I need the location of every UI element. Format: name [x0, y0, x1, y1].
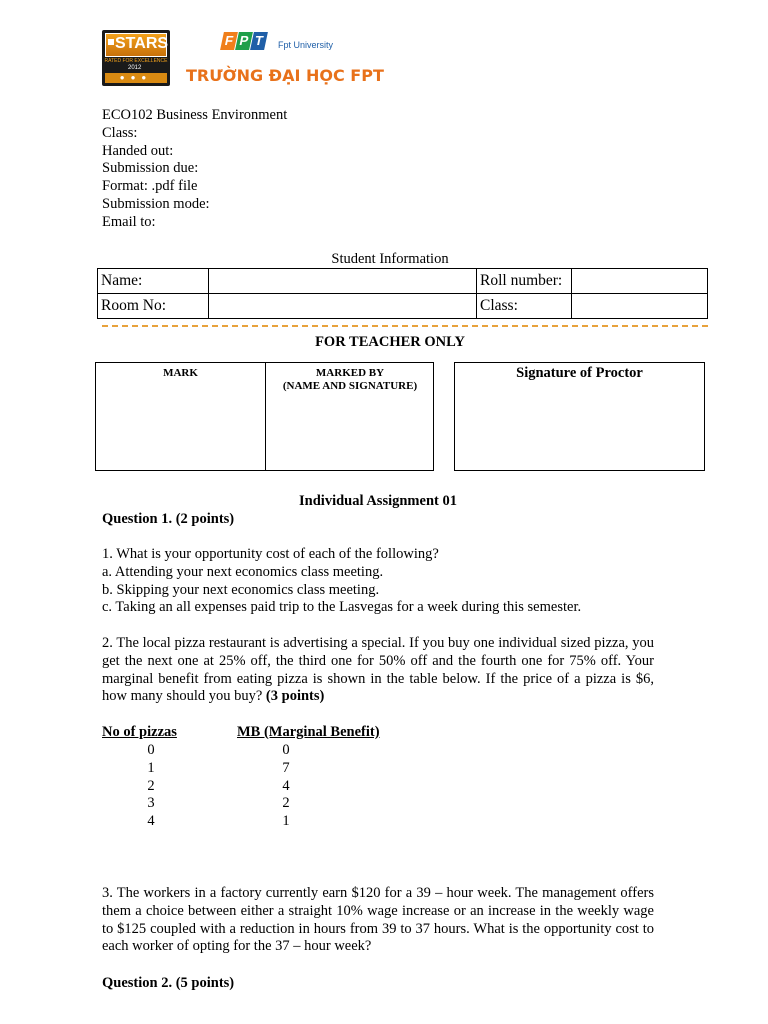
- mb-cell: 0: [282, 742, 290, 758]
- fpt-letter-p: P: [235, 32, 253, 50]
- format-line: Format: .pdf file: [102, 178, 198, 195]
- signature-label: Signature of Proctor: [516, 365, 643, 381]
- pizzas-column: [141, 742, 161, 831]
- q1-part-2-points: (3 points): [265, 688, 325, 705]
- marked-by-line2: (NAME AND SIGNATURE): [282, 380, 418, 392]
- class-field[interactable]: [572, 294, 708, 319]
- student-info-title: Student Information: [331, 251, 449, 267]
- fpt-logo: [222, 32, 267, 54]
- marked-by-line1: MARKED BY: [315, 367, 385, 379]
- question-1-part-2: [102, 635, 654, 706]
- email-line: Email to:: [102, 213, 156, 230]
- roll-number-label: Roll number:: [477, 269, 572, 294]
- mark-label: MARK: [163, 367, 198, 379]
- mb-cell: 4: [282, 777, 290, 794]
- pizzas-column-header: No of pizzas: [102, 724, 177, 740]
- mb-cell: 2: [282, 795, 290, 812]
- fpt-letter-f: F: [220, 32, 238, 50]
- question-1-part-1: [102, 546, 662, 617]
- course-info: [102, 107, 287, 232]
- name-label: Name:: [98, 269, 209, 294]
- pizzas-cell: 0: [147, 742, 155, 758]
- marked-by-label: [266, 367, 434, 393]
- assignment-title: Individual Assignment 01: [299, 493, 457, 509]
- room-field[interactable]: [209, 294, 477, 319]
- student-info-table: [97, 268, 708, 319]
- mb-cell: 7: [282, 759, 290, 776]
- class-label: Class:: [477, 294, 572, 319]
- q1-part-2-text: 2. The local pizza restaurant is advertising a special. If you buy one individual sized pizza, you get the next one at 25% off, the third one for 50% off and the fourth one for 75% off. Your marginal benefit from eating pizza is shown in the table below. If the price of a pizza is $6, how many should you buy?: [102, 635, 654, 705]
- stars-text: STARS: [115, 35, 169, 52]
- q1-line: 1. What is your opportunity cost of each of the following?: [102, 546, 439, 562]
- pizzas-cell: 2: [147, 777, 155, 794]
- mb-cell: 1: [282, 813, 290, 830]
- stars-tagline: RATED FOR EXCELLENCE: [104, 58, 168, 64]
- handed-out-line: Handed out:: [102, 142, 174, 159]
- pizzas-cell: 4: [147, 813, 155, 830]
- stars-square-icon: [108, 39, 114, 45]
- question-2-heading: Question 2. (5 points): [102, 975, 235, 991]
- q1-line: a. Attending your next economics class meeting.: [102, 563, 384, 580]
- mb-column: [276, 742, 296, 831]
- proctor-signature-box: [454, 362, 705, 471]
- submission-due-line: Submission due:: [102, 160, 199, 177]
- mb-column-header: MB (Marginal Benefit): [237, 724, 380, 740]
- stars-logo: [102, 30, 170, 86]
- table-row: [98, 269, 708, 294]
- pizzas-cell: 1: [147, 759, 155, 776]
- pizzas-cell: 3: [147, 795, 155, 812]
- stars-year: 2012: [128, 65, 142, 71]
- question-1-part-3: 3. The workers in a factory currently earn $120 for a 39 – hour week. The management offers them a choice between either a straight 10% wage increase or an increase in the weekly wage to $125 coupled with a reduction in hours from 39 to 37 hours. What is the opportunity cost to each worker of opting for the 37 – hour week?: [102, 885, 654, 955]
- dashed-divider: [102, 325, 708, 327]
- class-line: Class:: [102, 124, 138, 141]
- q1-line: c. Taking an all expenses paid trip to the Lasvegas for a week during this semester.: [102, 599, 582, 616]
- school-name: TRƯỜNG ĐẠI HỌC FPT: [186, 66, 384, 85]
- stars-dots-icon: ●●●: [105, 73, 167, 83]
- question-1-heading: Question 1. (2 points): [102, 511, 235, 527]
- name-field[interactable]: [209, 269, 477, 294]
- fpt-letter-t: T: [250, 32, 268, 50]
- mark-box: [95, 362, 434, 471]
- stars-banner: [105, 33, 167, 57]
- teacher-only-title: FOR TEACHER ONLY: [315, 334, 465, 350]
- course-title: ECO102 Business Environment: [102, 107, 288, 123]
- q1-line: b. Skipping your next economics class meeting.: [102, 581, 380, 598]
- roll-number-field[interactable]: [572, 269, 708, 294]
- submission-mode-line: Submission mode:: [102, 195, 210, 212]
- fpt-university-label: Fpt University: [278, 40, 334, 50]
- room-label: Room No:: [98, 294, 209, 319]
- table-row: [98, 294, 708, 319]
